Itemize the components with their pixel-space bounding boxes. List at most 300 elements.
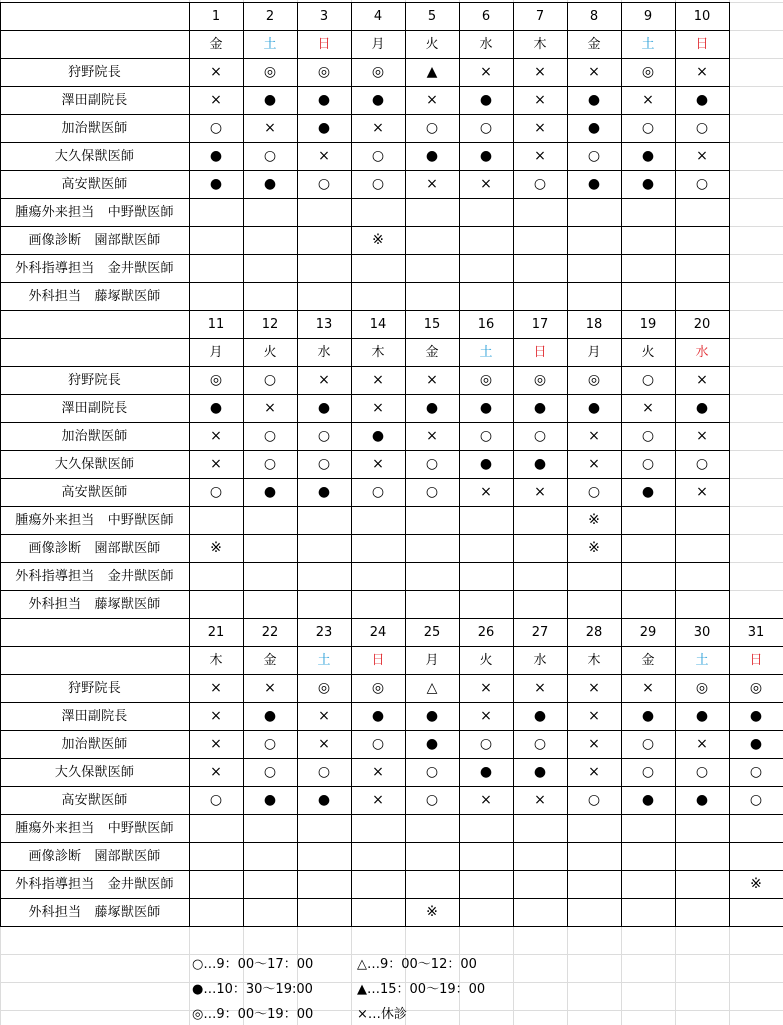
schedule-cell [621,534,675,562]
schedule-cell: ○ [587,148,601,164]
day-number: 13 [315,316,333,332]
schedule-cell: × [210,64,222,80]
schedule-cell [459,562,513,590]
weekday-label: 月 [209,344,223,360]
schedule-cell [189,814,243,842]
schedule-cell: ◎ [641,64,655,80]
weekday-label: 木 [209,652,223,668]
staff-name: 腫瘍外来担当 中野獣医師 [15,820,174,836]
schedule-cell: ○ [695,764,709,780]
schedule-cell [675,590,729,618]
schedule-cell: ※ [588,540,600,556]
schedule-cell [567,226,621,254]
schedule-cell: ● [479,764,493,780]
schedule-cell [405,254,459,282]
schedule-cell: × [426,372,438,388]
schedule-cell [243,506,297,534]
legend-item: ▲…15：00～19：00 [357,982,486,997]
schedule-cell: × [534,792,546,808]
schedule-cell [621,282,675,310]
schedule-cell [189,870,243,898]
staff-name: 画像診断 園部獣医師 [28,232,161,248]
schedule-cell: ○ [317,456,331,472]
schedule-cell: ◎ [371,680,385,696]
day-number: 24 [369,624,387,640]
schedule-cell: ○ [641,764,655,780]
schedule-cell: × [210,736,222,752]
schedule-cell: ○ [425,456,439,472]
schedule-cell: ◎ [371,64,385,80]
block-corner [0,310,189,338]
schedule-cell [459,282,513,310]
schedule-cell: ● [695,708,709,724]
schedule-cell [513,226,567,254]
schedule-cell [243,842,297,870]
schedule-cell: ○ [641,428,655,444]
schedule-cell: × [426,428,438,444]
block-corner [0,2,189,30]
schedule-cell [297,226,351,254]
schedule-cell: × [696,148,708,164]
day-number: 2 [265,8,275,24]
schedule-cell [243,198,297,226]
schedule-cell: × [372,456,384,472]
schedule-cell: ※ [588,512,600,528]
staff-name: 外科担当 藤塚獣医師 [28,288,161,304]
staff-name: 外科担当 藤塚獣医師 [28,596,161,612]
schedule-cell: ○ [209,792,223,808]
weekday-label: 土 [695,652,709,668]
schedule-cell: × [480,680,492,696]
staff-name: 加治獣医師 [61,736,128,752]
schedule-cell: ● [479,400,493,416]
schedule-cell [621,870,675,898]
schedule-cell [351,282,405,310]
weekday-label: 金 [209,36,223,52]
schedule-cell [297,506,351,534]
schedule-cell [675,506,729,534]
schedule-cell [459,226,513,254]
schedule-cell: ○ [371,484,385,500]
day-number: 26 [477,624,495,640]
schedule-cell: × [318,736,330,752]
schedule-cell: × [372,120,384,136]
weekday-label: 土 [263,36,277,52]
schedule-cell [351,254,405,282]
staff-name: 腫瘍外来担当 中野獣医師 [15,204,174,220]
schedule-cell [189,198,243,226]
weekday-label: 水 [479,36,493,52]
schedule-cell: ○ [263,764,277,780]
day-number: 30 [693,624,711,640]
schedule-cell: × [264,680,276,696]
staff-name: 加治獣医師 [61,120,128,136]
schedule-cell: ● [587,92,601,108]
schedule-cell [297,870,351,898]
schedule-cell [297,282,351,310]
schedule-cell: ○ [641,372,655,388]
schedule-cell: ● [695,92,709,108]
day-number: 5 [427,8,437,24]
staff-name: 狩野院長 [68,680,121,696]
schedule-cell: × [210,764,222,780]
weekday-label: 金 [263,652,277,668]
schedule-cell [189,226,243,254]
schedule-cell: ○ [425,120,439,136]
legend-item: ◎…9：00～19：00 [192,1007,314,1022]
schedule-cell [405,814,459,842]
staff-name: 外科指導担当 金井獣医師 [15,876,174,892]
schedule-cell [675,898,729,926]
schedule-cell [459,590,513,618]
schedule-cell [513,562,567,590]
schedule-cell [567,254,621,282]
schedule-cell [513,534,567,562]
day-number: 4 [373,8,383,24]
day-number: 20 [693,316,711,332]
schedule-cell: ○ [479,736,493,752]
schedule-cell: × [210,92,222,108]
schedule-cell: ● [263,176,277,192]
weekday-label: 日 [749,652,763,668]
schedule-cell [189,898,243,926]
schedule-cell: ○ [371,176,385,192]
schedule-cell: × [480,176,492,192]
schedule-cell: ○ [587,792,601,808]
schedule-cell [513,282,567,310]
schedule-cell [189,590,243,618]
schedule-cell [189,282,243,310]
weekday-label: 日 [695,36,709,52]
schedule-cell: ● [371,708,385,724]
schedule-cell [567,898,621,926]
schedule-cell: ○ [425,792,439,808]
staff-name: 大久保獣医師 [54,456,135,472]
schedule-cell [675,282,729,310]
schedule-cell [189,842,243,870]
schedule-cell [405,226,459,254]
schedule-cell [459,814,513,842]
day-number: 7 [535,8,545,24]
weekday-label: 水 [317,344,331,360]
schedule-cell [297,562,351,590]
schedule-cell: × [480,708,492,724]
staff-name: 澤田副院長 [61,400,128,416]
schedule-cell: ○ [695,176,709,192]
schedule-cell: × [642,680,654,696]
schedule-cell [405,842,459,870]
schedule-cell: ● [533,400,547,416]
schedule-cell: ● [587,176,601,192]
schedule-cell: ● [209,148,223,164]
schedule-cell [513,198,567,226]
day-number: 28 [585,624,603,640]
weekday-label: 火 [425,36,439,52]
schedule-cell [297,590,351,618]
schedule-cell: ○ [317,764,331,780]
schedule-cell [621,842,675,870]
schedule-cell: × [696,372,708,388]
schedule-cell [459,842,513,870]
schedule-cell: ◎ [209,372,223,388]
weekday-label: 金 [587,36,601,52]
day-number: 14 [369,316,387,332]
schedule-cell: ○ [263,148,277,164]
schedule-cell: × [534,680,546,696]
schedule-cell [405,506,459,534]
weekday-label: 月 [425,652,439,668]
schedule-cell [189,254,243,282]
schedule-cell [675,814,729,842]
schedule-cell: ● [479,92,493,108]
schedule-cell [243,814,297,842]
schedule-cell: ● [425,736,439,752]
day-number: 8 [589,8,599,24]
schedule-cell: × [480,484,492,500]
schedule-cell [621,562,675,590]
staff-name: 高安獣医師 [61,176,128,192]
schedule-cell: ○ [749,764,763,780]
schedule-cell [675,870,729,898]
schedule-cell [459,534,513,562]
schedule-cell [243,254,297,282]
schedule-cell: ● [263,92,277,108]
schedule-cell: ● [749,708,763,724]
schedule-cell: ○ [641,736,655,752]
schedule-cell [621,814,675,842]
day-number: 12 [261,316,279,332]
weekday-label: 木 [587,652,601,668]
schedule-cell: × [588,428,600,444]
schedule-cell: ○ [587,484,601,500]
schedule-cell: × [318,148,330,164]
schedule-cell [675,226,729,254]
schedule-cell [621,198,675,226]
weekday-label: 火 [263,344,277,360]
schedule-cell [513,842,567,870]
schedule-cell: × [588,736,600,752]
schedule-cell [621,590,675,618]
weekday-label: 土 [317,652,331,668]
schedule-cell: ○ [317,428,331,444]
schedule-cell [513,898,567,926]
schedule-cell: ○ [371,736,385,752]
schedule-cell [243,562,297,590]
schedule-cell [675,534,729,562]
schedule-cell [351,590,405,618]
legend-item: ×…休診 [357,1007,407,1022]
weekday-label: 水 [695,344,709,360]
schedule-cell: ○ [479,120,493,136]
schedule-cell: ● [209,176,223,192]
schedule-cell: ● [533,456,547,472]
schedule-cell [513,254,567,282]
schedule-cell [297,534,351,562]
day-number: 22 [261,624,279,640]
schedule-cell: ※ [426,904,438,920]
schedule-cell [243,898,297,926]
schedule-cell: ○ [209,484,223,500]
legend-item: △…9：00～12：00 [357,957,477,972]
schedule-cell [405,198,459,226]
schedule-cell [351,814,405,842]
schedule-cell: ● [425,708,439,724]
schedule-cell [189,562,243,590]
schedule-cell [351,842,405,870]
weekday-label: 木 [533,36,547,52]
schedule-cell: ● [641,708,655,724]
schedule-cell: ● [533,708,547,724]
schedule-cell: ◎ [263,64,277,80]
weekday-label: 火 [641,344,655,360]
schedule-cell: × [426,92,438,108]
legend-item: ●…10：30～19:00 [192,982,313,997]
schedule-cell: × [318,372,330,388]
weekday-label: 土 [641,36,655,52]
schedule-cell: × [588,456,600,472]
schedule-cell: × [372,400,384,416]
day-number: 27 [531,624,549,640]
schedule-cell: ○ [641,456,655,472]
day-number: 17 [531,316,549,332]
schedule-cell: ○ [263,736,277,752]
schedule-cell: ● [209,400,223,416]
schedule-cell: ● [641,176,655,192]
schedule-cell: × [696,64,708,80]
day-number: 10 [693,8,711,24]
schedule-cell [243,590,297,618]
schedule-cell: ◎ [587,372,601,388]
schedule-cell: × [210,680,222,696]
schedule-cell: ● [263,792,277,808]
staff-name: 画像診断 園部獣医師 [28,540,161,556]
schedule-cell [675,198,729,226]
schedule-cell: ○ [425,484,439,500]
schedule-cell: × [696,484,708,500]
schedule-cell [243,870,297,898]
schedule-cell: ● [533,764,547,780]
schedule-cell: × [534,484,546,500]
schedule-cell [405,282,459,310]
schedule-cell: ● [263,484,277,500]
weekday-label: 水 [533,652,547,668]
schedule-cell: × [534,148,546,164]
schedule-cell: × [372,764,384,780]
schedule-cell: ○ [263,456,277,472]
schedule-cell [405,562,459,590]
day-number: 31 [747,624,765,640]
schedule-cell: ○ [263,372,277,388]
schedule-cell: × [426,176,438,192]
day-number: 19 [639,316,657,332]
schedule-cell [297,198,351,226]
schedule-cell: × [588,64,600,80]
schedule-cell: ○ [209,120,223,136]
staff-name: 腫瘍外来担当 中野獣医師 [15,512,174,528]
schedule-cell: × [642,92,654,108]
schedule-cell: ● [641,484,655,500]
schedule-cell: × [210,428,222,444]
schedule-cell: × [534,120,546,136]
staff-name: 加治獣医師 [61,428,128,444]
schedule-cell [351,870,405,898]
schedule-cell [351,898,405,926]
schedule-cell: ◎ [317,680,331,696]
staff-name: 画像診断 園部獣医師 [28,848,161,864]
schedule-cell: × [264,400,276,416]
schedule-cell: ● [695,400,709,416]
staff-name: 大久保獣医師 [54,148,135,164]
schedule-cell: ● [263,708,277,724]
schedule-cell [459,198,513,226]
schedule-cell [621,226,675,254]
legend-item: ○…9：00～17：00 [192,957,314,972]
weekday-label: 金 [641,652,655,668]
day-number: 25 [423,624,441,640]
schedule-cell [567,842,621,870]
staff-name: 外科指導担当 金井獣医師 [15,568,174,584]
schedule-cell [513,870,567,898]
schedule-cell [459,898,513,926]
schedule-cell: × [588,764,600,780]
day-number: 1 [211,8,221,24]
schedule-cell [729,898,783,926]
schedule-cell [459,506,513,534]
schedule-cell: ● [587,120,601,136]
schedule-cell [729,842,783,870]
schedule-cell [243,534,297,562]
schedule-cell [567,814,621,842]
day-number: 11 [207,316,225,332]
schedule-cell: × [372,792,384,808]
schedule-cell: ● [317,92,331,108]
schedule-cell: ● [479,456,493,472]
weekday-label: 日 [533,344,547,360]
schedule-cell [351,506,405,534]
staff-name: 高安獣医師 [61,792,128,808]
schedule-cell [513,590,567,618]
schedule-cell: ◎ [533,372,547,388]
staff-name: 狩野院長 [68,64,121,80]
schedule-cell: ○ [317,176,331,192]
schedule-cell [405,534,459,562]
weekday-label: 日 [317,36,331,52]
schedule-cell [351,534,405,562]
schedule-cell [621,254,675,282]
schedule-cell [621,506,675,534]
schedule-cell: ● [371,92,385,108]
staff-name: 外科担当 藤塚獣医師 [28,904,161,920]
schedule-cell: ○ [695,456,709,472]
schedule-cell: ● [749,736,763,752]
day-number: 23 [315,624,333,640]
schedule-cell: ● [371,428,385,444]
schedule-cell: × [264,120,276,136]
schedule-cell [189,506,243,534]
schedule-cell: ○ [695,120,709,136]
schedule-cell: ● [587,400,601,416]
schedule-cell: ※ [750,876,762,892]
day-number: 18 [585,316,603,332]
schedule-cell: ○ [371,148,385,164]
schedule-cell: × [318,708,330,724]
schedule-cell [729,814,783,842]
schedule-cell [459,254,513,282]
schedule-cell: × [696,736,708,752]
staff-name: 外科指導担当 金井獣医師 [15,260,174,276]
schedule-cell [297,814,351,842]
schedule-cell: ● [479,148,493,164]
